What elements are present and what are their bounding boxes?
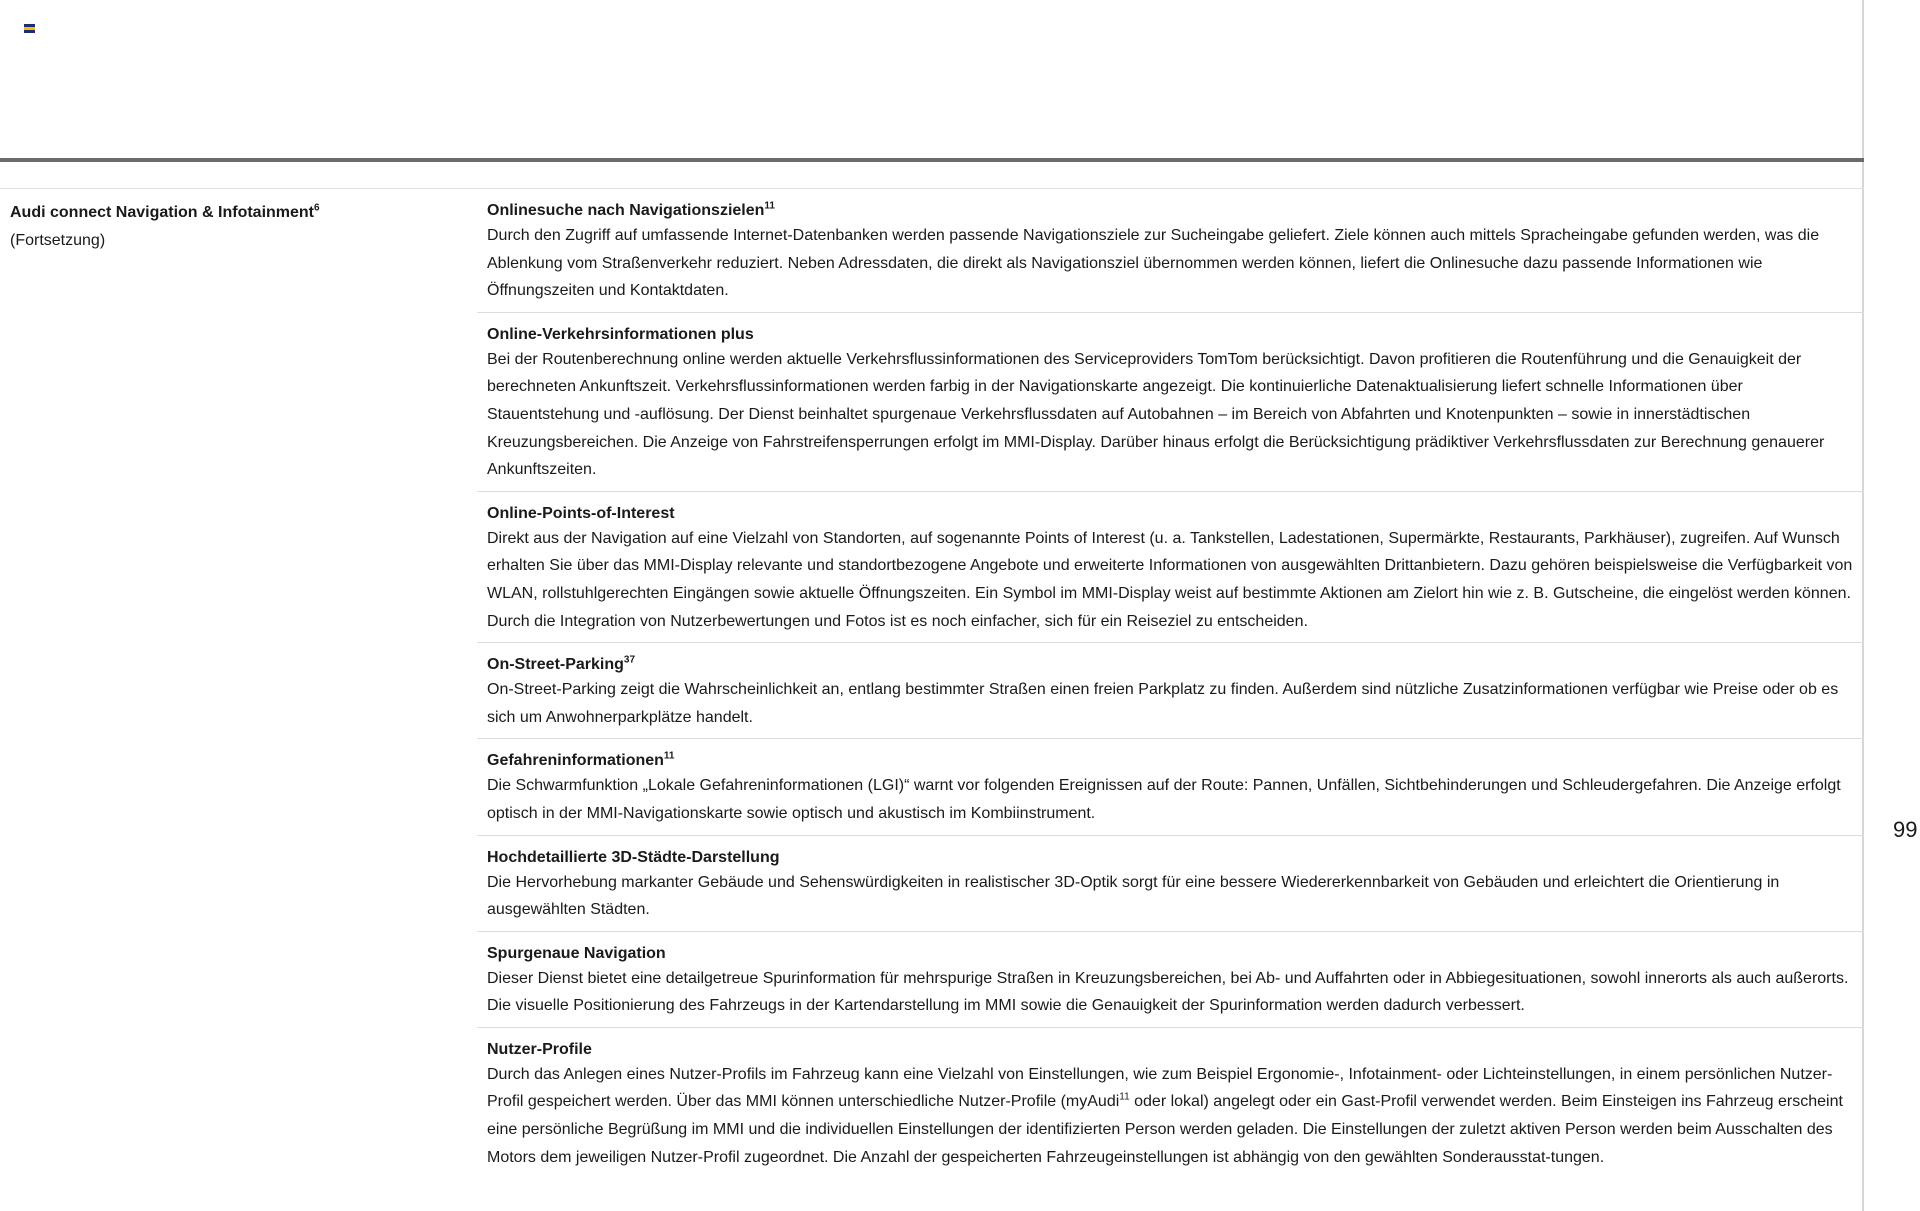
feature-text: Die Hervorhebung markanter Gebäude und Sehenswürdigkeiten in realistischer 3D-Optik sorgt für eine bessere Wiedererkennbarkeit von Gebäuden und erleichtert die Orientierung in ausgewählten Städten. — [487, 873, 1780, 919]
feature-title-text: Gefahreninformationen — [487, 752, 664, 770]
section-title — [10, 199, 460, 255]
feature-title — [487, 749, 1854, 772]
feature-title — [487, 846, 1854, 869]
feature-title-text: Online-Points-of-Interest — [487, 504, 675, 522]
section-subtitle: (Fortsetzung) — [10, 232, 106, 249]
feature-title — [487, 1038, 1854, 1061]
feature-lane-navigation — [477, 932, 1864, 1028]
feature-title-text: Nutzer-Profile — [487, 1040, 592, 1058]
feature-title — [487, 942, 1854, 965]
feature-traffic-info — [477, 313, 1864, 492]
feature-on-street-parking — [477, 643, 1864, 739]
feature-text-part: Durch das Anlegen eines Nutzer-Profils im Fahrzeug kann eine Vielzahl von Einstellungen, wie zum Beispiel Ergonomie-, Infotainment- oder Lichteinstellungen, in einem persönlichen Nutzer-Profil gespeichert werden. Über das MMI können unterschiedliche Nutzer-Profile (myAudi — [487, 1065, 1833, 1111]
feature-list — [477, 189, 1864, 1178]
feature-text: Durch den Zugriff auf umfassende Internet-Datenbanken werden passende Navigationsziele zur Sucheingabe geliefert. Ziele können auch mittels Spracheingabe gefunden werden, was die Ablenkung vom Straßenverkehr reduziert. Neben Adressdaten, die direkt als Navigationsziel übernommen werden können, liefert die Onlinesuche dazu passende Informationen wie Öffnungszeiten und Kontaktdaten. — [487, 227, 1820, 300]
feature-title — [487, 323, 1854, 346]
page-header — [0, 0, 1864, 159]
feature-text-footnote: 11 — [1119, 1092, 1130, 1104]
header-rule — [0, 158, 1864, 162]
feature-text: Direkt aus der Navigation auf eine Vielzahl von Standorten, auf sogenannte Points of Interest (u. a. Tankstellen, Ladestationen, Supermärkte, Restaurants, Parkhäuser), zugreifen. Auf Wunsch erhalten Sie über das MMI-Display relevante und standortbezogene Angebote und erweiterte Informationen von ausgewählten Drittanbietern. Dazu gehören beispielsweise die Verfügbarkeit von WLAN, rollstuhlgerechten Eingängen sowie aktuelle Öffnungszeiten. Ein Symbol im MMI-Display weist auf bestimmte Aktionen am Zielort hin wie z. B. Gutscheine, die eingelöst werden können. Durch die Integration von Nutzerbewertungen und Fotos ist es noch einfacher, sich für ein Reiseziel zu entscheiden. — [487, 529, 1853, 630]
feature-hazard-info — [477, 739, 1864, 835]
flag-icon — [24, 24, 35, 33]
feature-title — [487, 199, 1854, 222]
feature-title-text: On-Street-Parking — [487, 656, 624, 674]
flag-stripe-bottom — [24, 30, 35, 33]
feature-title-text: Hochdetaillierte 3D-Städte-Darstellung — [487, 848, 780, 866]
feature-3d-cities — [477, 836, 1864, 932]
feature-footnote: 37 — [623, 654, 636, 666]
feature-footnote: 11 — [764, 200, 775, 212]
feature-text: On-Street-Parking zeigt die Wahrscheinlichkeit an, entlang bestimmter Straßen einen freien Parkplatz zu finden. Außerdem sind nützliche Zusatzinformationen verfügbar wie Preise oder ob es sich um Anwohnerparkplätze handelt. — [487, 681, 1839, 726]
feature-text: Die Schwarmfunktion „Lokale Gefahreninformationen (LGI)“ warnt vor folgenden Ereignissen auf der Route: Pannen, Unfällen, Sichtbehinderungen und Schleudergefahren. Die Anzeige erfolgt optisch in der MMI-Navigationskarte sowie optisch und akustisch im Kombiinstrument. — [487, 777, 1841, 822]
feature-title-text: Spurgenaue Navigation — [487, 944, 666, 962]
page-number: 99 — [1893, 817, 1918, 842]
feature-text: Dieser Dienst bietet eine detailgetreue Spurinformation für mehrspurige Straßen in Kreuzungsbereichen, bei Ab- und Auffahrten oder in Abbiegesituationen, sowohl innerorts als auch außerorts. Die visuelle Positionierung des Fahrzeugs in der Kartendarstellung im MMI sowie die Genauigkeit der Spurinformation werden dadurch verbessert. — [487, 969, 1849, 1015]
feature-online-search — [477, 189, 1864, 313]
section-title-footnote: 6 — [314, 202, 320, 214]
feature-points-of-interest — [477, 492, 1864, 643]
feature-text: Bei der Routenberechnung online werden aktuelle Verkehrsflussinformationen des Serviceproviders TomTom berücksichtigt. Davon profitieren die Routenführung und die Genauigkeit der berechneten Ankunftszeit. Verkehrsflussinformationen werden farbig in der Navigationskarte angezeigt. Die kontinuierliche Datenaktualisierung liefert schnelle Informationen über Stauentstehung und -auflösung. Der Dienst beinhaltet spurgenaue Verkehrsflussdaten auf Autobahnen – im Bereich von Abfahrten und Knotenpunkten – sowie in innerstädtischen Kreuzungsbereichen. Die Anzeige von Fahrstreifensperrungen erfolgt im MMI-Display. Darüber hinaus erfolgt die Berücksichtigung prädiktiver Verkehrsflussdaten zur Berechnung genauerer Ankunftszeiten. — [487, 350, 1825, 479]
feature-text-part: oder lokal) angelegt oder ein Gast-Profil verwendet werden. Beim Einsteigen ins Fahrzeug erscheint eine persönliche Begrüßung im MMI und die individuellen Einstellungen der identifizierten Person werden geladen. Die Einstellungen der zuletzt aktiven Person werden beim Ausschalten des Motors dem jeweiligen Nutzer-Profil zugeordnet. Die Anzahl der gespeicherten Fahrzeugeinstellungen ist abhängig von den gewählten Sonderausstat-tungen. — [487, 1093, 1843, 1166]
feature-text — [487, 1061, 1854, 1171]
section-title-text: Audi connect Navigation & Infotainment — [10, 204, 315, 221]
feature-title-text: Onlinesuche nach Navigationszielen — [487, 202, 765, 219]
section-title-main — [10, 199, 460, 227]
feature-title — [487, 502, 1854, 525]
feature-footnote: 11 — [663, 750, 675, 762]
feature-user-profiles — [477, 1028, 1864, 1178]
feature-title-text: Online-Verkehrsinformationen plus — [487, 325, 754, 343]
feature-title — [487, 653, 1854, 676]
